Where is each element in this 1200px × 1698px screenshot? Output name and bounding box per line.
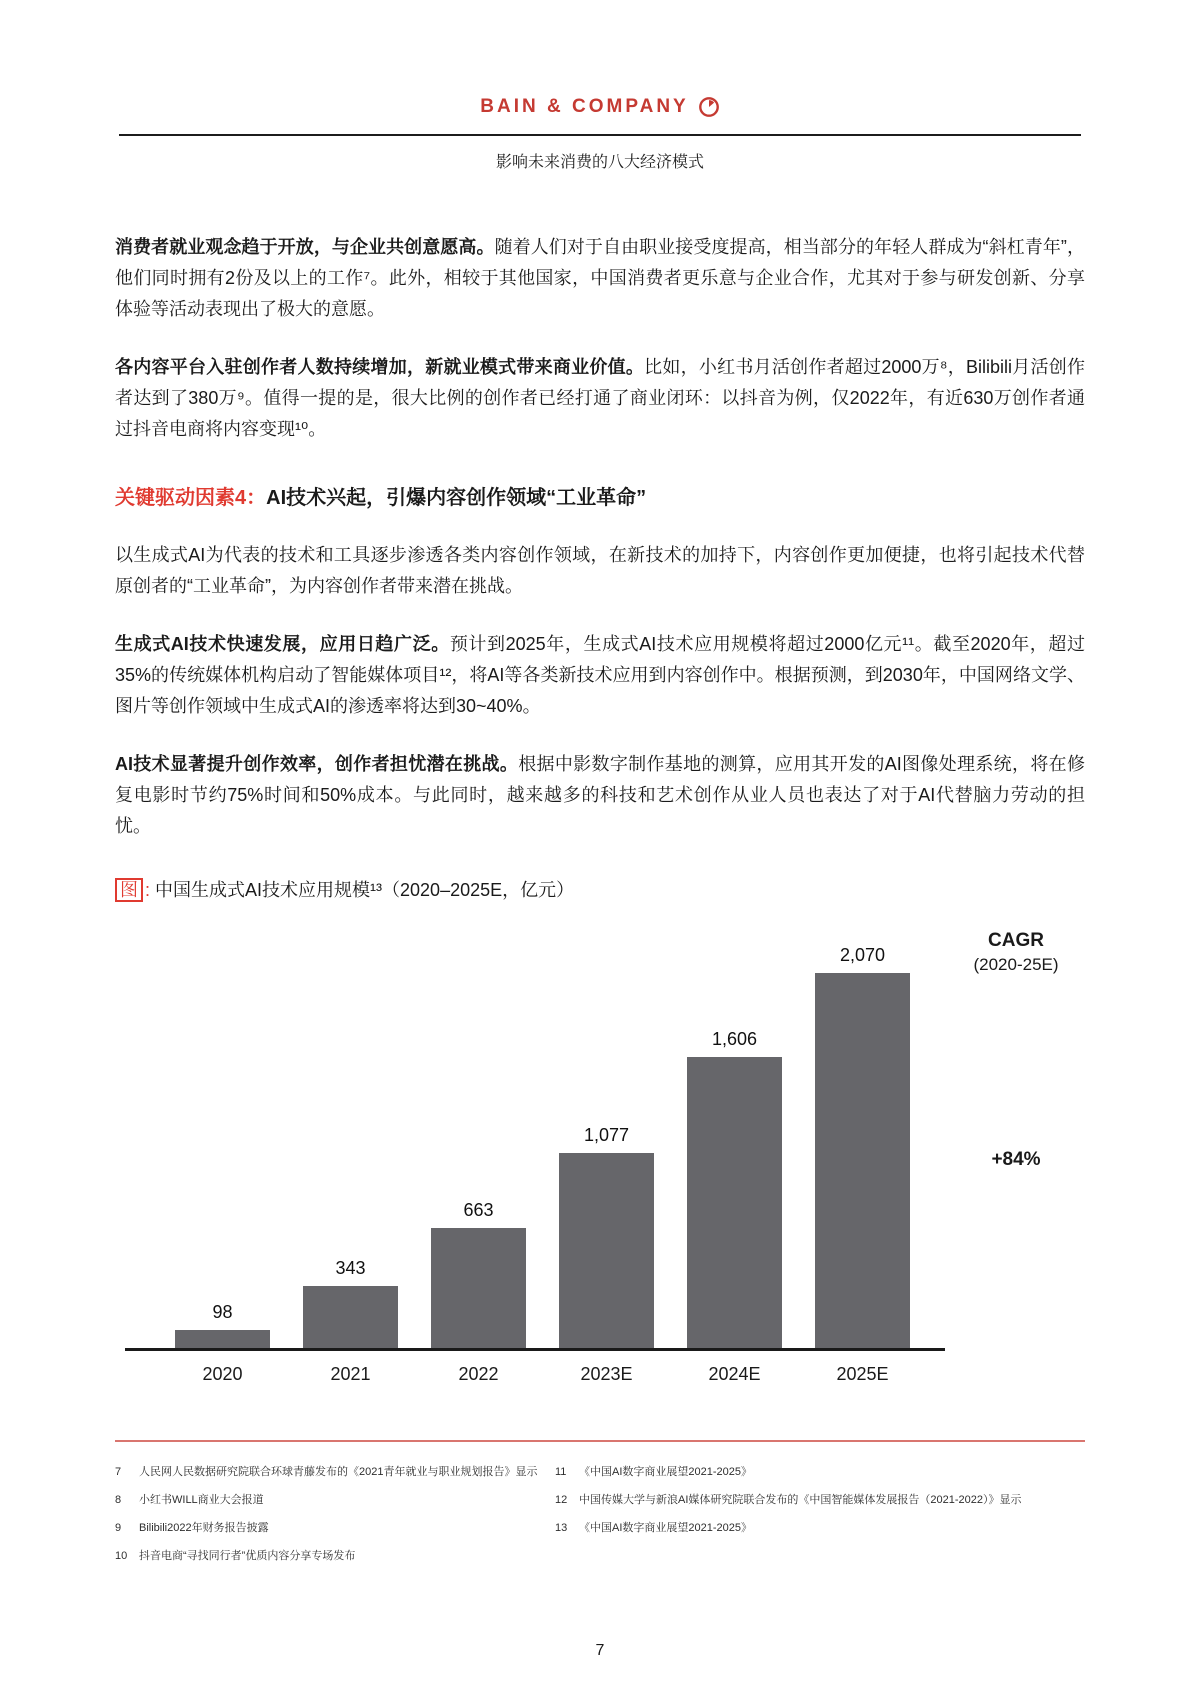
- page-subtitle: 影响未来消费的八大经济模式: [495, 154, 704, 171]
- footnote-text: 《中国AI数字商业展望2021-2025》: [579, 1522, 752, 1534]
- footnote-text: 抖音电商“寻找同行者”优质内容分享专场发布: [139, 1550, 356, 1562]
- paragraph-genai-intro: [115, 540, 1085, 602]
- footnotes: [115, 1458, 1085, 1570]
- category-label: 2021: [330, 1364, 371, 1384]
- page-content: [115, 232, 1085, 1570]
- bar-column: [175, 1302, 270, 1348]
- footnote-item: [555, 1458, 1085, 1486]
- footnote-text: Bilibili2022年财务报告披露: [139, 1522, 269, 1534]
- footnote-item: [555, 1486, 1085, 1514]
- bain-logo-clock-icon: [698, 96, 720, 118]
- footnote-item: [555, 1514, 1085, 1542]
- cagr-label: CAGR: [988, 930, 1044, 951]
- bar-column: [303, 1258, 398, 1348]
- bar-value-label: 2,070: [839, 945, 886, 965]
- footnote-number: 8: [115, 1494, 122, 1506]
- footnote-text: 小红书WILL商业大会报道: [139, 1494, 264, 1506]
- bar-column: [687, 1029, 782, 1348]
- bar-column: [815, 945, 910, 1348]
- chart-caption-text: 中国生成式AI技术应用规模¹³（2020–2025E，亿元）: [155, 880, 575, 900]
- paragraph-genai-growth: [115, 629, 1085, 722]
- bain-logo: [480, 96, 719, 118]
- footnote-number: 10: [115, 1550, 128, 1562]
- paragraph-lead: AI技术显著提升创作效率，创作者担忧潜在挑战。: [115, 754, 519, 774]
- footnote-item: [115, 1542, 555, 1570]
- footnote-number: 12: [555, 1494, 568, 1506]
- paragraph-text: 根据中影数字制作基地的测算，应用其开发的AI图像处理系统，将在修复电影时节约75%时间和50%成本。与此同时，越来越多的科技和艺术创作从业人员也表达了对于AI代替脑力劳动的担忧。: [115, 754, 1085, 836]
- paragraph-text: 预计到2025年，生成式AI技术应用规模将超过2000亿元¹¹。截至2020年，超过35%的传统媒体机构启动了智能媒体项目¹²，将AI等各类新技术应用到内容创作中。根据预测，到2030年，中国网络文学、图片等创作领域中生成式AI的渗透率将达到30~40%。: [115, 634, 1085, 716]
- chart-plot: [125, 928, 945, 1351]
- bar: [687, 1057, 782, 1348]
- bar: [559, 1153, 654, 1348]
- chart-categories: [125, 1364, 945, 1385]
- bar: [175, 1330, 270, 1348]
- paragraph-consumer-openness: [115, 232, 1085, 325]
- bar-value-label: 343: [335, 1258, 366, 1278]
- footnote-divider: [115, 1440, 1085, 1442]
- cagr-period: (2020-25E): [973, 955, 1059, 974]
- paragraph-text: 随着人们对于自由职业接受度提高，相当部分的年轻人群成为“斜杠青年”，他们同时拥有2份及以上的工作⁷。此外，相较于其他国家，中国消费者更乐意与企业合作，尤其对于参与研发创新、分享体验等活动表现出了极大的意愿。: [115, 237, 1085, 319]
- page-number: 7: [595, 1642, 605, 1659]
- footnote-text: 《中国AI数字商业展望2021-2025》: [579, 1466, 752, 1478]
- category-label: 2020: [202, 1364, 243, 1384]
- footnote-number: 13: [555, 1522, 568, 1534]
- bar-value-label: 663: [463, 1200, 494, 1220]
- figure-tag: 图: [115, 878, 143, 902]
- category-label: 2023E: [580, 1364, 633, 1384]
- section-heading: [115, 481, 1085, 510]
- footnote-number: 9: [115, 1522, 122, 1534]
- footnote-text: 中国传媒大学与新浪AI媒体研究院联合发布的《中国智能媒体发展报告（2021-2022）》显示: [579, 1494, 1022, 1506]
- bain-logo-text: BAIN & COMPANY: [480, 96, 689, 117]
- bar: [815, 973, 910, 1348]
- header-divider: [119, 134, 1081, 136]
- bar-chart: [115, 928, 1085, 1408]
- bar-value-label: 1,606: [711, 1029, 758, 1049]
- footnote-item: [115, 1514, 555, 1542]
- category-label: 2025E: [836, 1364, 889, 1384]
- footnotes-left-column: [115, 1458, 555, 1570]
- bar-column: [559, 1125, 654, 1348]
- section-heading-label: 关键驱动因素4：: [115, 487, 267, 509]
- page-header: [0, 0, 1200, 172]
- cagr-value: +84%: [991, 1149, 1041, 1170]
- paragraph-text: 以生成式AI为代表的技术和工具逐步渗透各类内容创作领域，在新技术的加持下，内容创作更加便捷，也将引起技术代替原创者的“工业革命”，为内容创作者带来潜在挑战。: [115, 545, 1085, 596]
- bar: [303, 1286, 398, 1348]
- footnote-number: 7: [115, 1466, 122, 1478]
- figure-tag-colon: :: [145, 880, 151, 900]
- footnote-text: 人民网人民数据研究院联合环球青藤发布的《2021青年就业与职业规划报告》显示: [139, 1466, 538, 1478]
- footnote-item: [115, 1486, 555, 1514]
- section-heading-title: AI技术兴起，引爆内容创作领域“工业革命”: [266, 487, 647, 509]
- footnote-item: [115, 1458, 555, 1486]
- bar-value-label: 98: [212, 1302, 233, 1322]
- paragraph-lead: 消费者就业观念趋于开放，与企业共创意愿高。: [115, 237, 495, 257]
- bar: [431, 1228, 526, 1348]
- category-label: 2022: [458, 1364, 499, 1384]
- bar-column: [431, 1200, 526, 1348]
- footnotes-right-column: [555, 1458, 1085, 1570]
- paragraph-text: 比如，小红书月活创作者超过2000万⁸，Bilibili月活创作者达到了380万⁹。值得一提的是，很大比例的创作者已经打通了商业闭环：以抖音为例，仅2022年，有近630万创作者通过抖音电商将内容变现¹⁰。: [115, 357, 1085, 439]
- paragraph-ai-efficiency: [115, 749, 1085, 842]
- cagr-block: [936, 930, 1096, 975]
- paragraph-lead: 生成式AI技术快速发展，应用日趋广泛。: [115, 634, 450, 654]
- footnote-number: 11: [555, 1466, 567, 1478]
- bar-value-label: 1,077: [583, 1125, 630, 1145]
- paragraph-creator-growth: [115, 352, 1085, 445]
- chart-caption: [115, 876, 1085, 902]
- category-label: 2024E: [708, 1364, 761, 1384]
- paragraph-lead: 各内容平台入驻创作者人数持续增加，新就业模式带来商业价值。: [115, 357, 645, 377]
